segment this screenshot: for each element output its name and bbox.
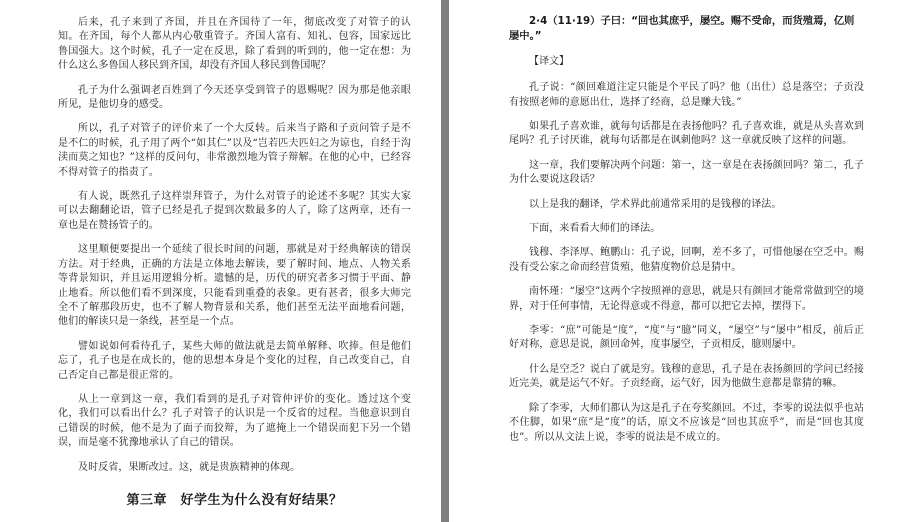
chapter-title: 第三章 好学生为什么没有好结果？	[126, 492, 343, 508]
right-paragraph-6: 钱穆、李泽厚、鲍鹏山：孔子说，回啊，差不多了，可惜他屡在空乏中。赐没有受公家之命而经营货殖，他猜度物价总是猜中。	[509, 247, 864, 273]
page-divider	[441, 0, 449, 522]
left-paragraph-1: 后来，孔子来到了齐国，并且在齐国待了一年，彻底改变了对管子的认知。在齐国，每个人都从内心敬重管子。齐国人富有、知礼、包容，国家远比鲁国强大。这个时候，孔子一定在反思，除了看到的听到的，他一定在想：为什么这么多鲁国人移民到齐国，却没有齐国人移民到鲁国呢？	[58, 17, 411, 72]
right-paragraph-8: 李零：“庶”可能是“度”，“度”与“臆”同义，“屡空”与“屡中”相反，前后正好对称，意思是说，颜回命舛，度事屡空，子贡相反，臆则屡中。	[509, 325, 864, 351]
left-page	[0, 0, 441, 522]
right-paragraph-2: 如果孔子喜欢谁，就每句话都是在表扬他吗？孔子喜欢谁，就是从头喜欢到尾吗？孔子讨厌谁，就每句话都是在讽刺他吗？这一章就反映了这样的问题。	[509, 121, 864, 147]
left-paragraph-2: 孔子为什么强调老百姓到了今天还享受到管子的恩赐呢？因为那是他亲眼所见，是他切身的感受。	[58, 84, 411, 111]
left-paragraph-7: 从上一章到这一章，我们看到的是孔子对管仲评价的变化。透过这个变化，我们可以看出什么？孔子对管子的认识是一个反省的过程。当他意识到自己错误的时候，他不是为了面子而狡辩，为了遮掩上一个错误而犯下另一个错误，而是毫不犹豫地承认了自己的错误。	[58, 393, 411, 449]
left-paragraph-6: 譬如说如何看待孔子，某些大师的做法就是去简单解释、吹捧。但是他们忘了，孔子也是在成长的，他的思想本身是个变化的过程，自己改变自己，自己否定自己都是很正常的。	[58, 340, 411, 381]
analects-quote: 2·4（11·19）子曰：“回也其庶乎，屡空。赐不受命，而货殖焉，亿则屡中。”	[509, 15, 855, 42]
left-paragraph-5: 这里顺便要提出一个延续了很长时间的问题，那就是对于经典解读的错误方法。对于经典，正确的方法是立体地去解读，要了解时间、地点、人物关系等背景知识，并且运用逻辑分析。遗憾的是，历代的研究者多习惯于平面、静止地看。所以他们看不到深度，只能看到重叠的表象。更有甚者，很多大师完全不了解那段历史，也不了解人物背景和关系，他们甚至无法平面地看问题，他们的解读只是一条线，甚至是一个点。	[58, 244, 411, 328]
right-paragraph-5: 下面，来看看大师们的译法。	[529, 223, 661, 235]
right-paragraph-7: 南怀瑾：“屡空”这两个字按照禅的意思，就是只有颜回才能常常做到空的境界，对于任何事情，无论得意或不得意，都可以把它去掉，摆得下。	[509, 286, 864, 312]
left-paragraph-8: 及时反省，果断改过。这，就是贵族精神的体现。	[78, 461, 301, 473]
right-paragraph-4: 以上是我的翻译，学术界此前通常采用的是钱穆的译法。	[529, 198, 782, 210]
right-paragraph-3: 这一章，我们要解决两个问题：第一，这一章是在表扬颜回吗？第二，孔子为什么要说这段话？	[509, 159, 864, 186]
right-paragraph-10: 除了李零，大师们都认为这是孔子在夸奖颜回。不过，李零的说法似乎也站不住脚，如果“庶”是“度”的话，原文不应该是“回也其庶乎”，而是“回也其度也”。所以从文法上说，李零的说法是不成立的。	[509, 402, 864, 443]
left-paragraph-4: 有人说，既然孔子这样崇拜管子，为什么对管子的论述不多呢？其实大家可以去翻翻论语，管子已经是孔子提到次数最多的人了，除了这两章，还有一章也是在赞扬管子的。	[58, 191, 411, 231]
right-paragraph-1: 孔子说：“颜回难道注定只能是个平民了吗？他（出仕）总是落空；子贡没有按照老师的意愿出仕，选择了经商，总是赚大钱。”	[509, 82, 864, 108]
right-paragraph-9: 什么是空乏？说白了就是穷。钱穆的意思，孔子是在表扬颜回的学问已经接近完美，就是运气不好。子贡经商，运气好，因为他做生意都是靠猜的嘛。	[509, 363, 864, 390]
translation-heading: 【译文】	[529, 56, 569, 68]
left-paragraph-3: 所以，孔子对管子的评价来了一个大反转。后来当子路和子贡问管子是不是不仁的时候，孔子用了两个“如其仁”以及“岂若匹夫匹妇之为谅也，自经于沟渎而莫之知也？”这样的反问句，非常激烈地为管子辩解。在他的心中，已经容不得对管子的指责了。	[58, 123, 411, 178]
right-page	[449, 0, 900, 522]
